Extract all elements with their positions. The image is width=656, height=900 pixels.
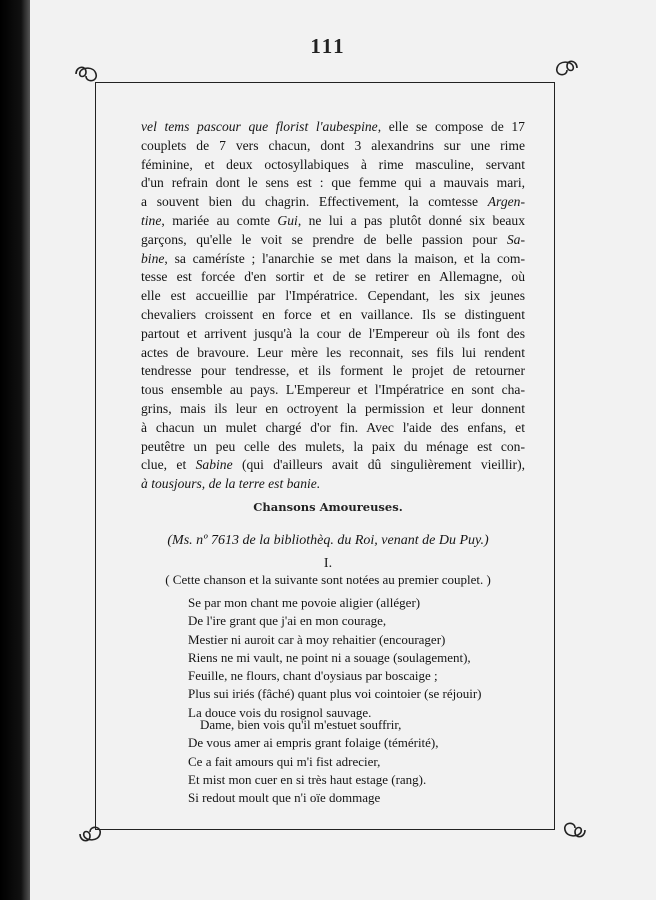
poem-stanza-1 <box>188 594 528 722</box>
text-line: peutêtre un peu celle des mulets, la paix du ménage est con- <box>141 438 525 454</box>
verse-line: Si redout moult que n'i oïe dommage <box>188 790 381 806</box>
text-line: tous ensemble au pays. L'Empereur et l'Impératrice en sont cha- <box>141 382 525 398</box>
verse-line: Se par mon chant me povoie aligier (alléger) <box>188 595 421 610</box>
verse-line: Dame, bien vois qu'il m'estuet souffrir, <box>200 717 402 732</box>
verse-line: Riens ne mi vault, ne point ni a souage (soulagement), <box>188 649 471 665</box>
text-line: couplets de 7 vers chacun, dont 3 alexandrins sur une rime <box>141 137 525 153</box>
corner-ornament-icon <box>561 818 589 842</box>
corner-ornament-icon <box>553 56 581 80</box>
text-line: chevaliers croissent en force et en vaillance. Ils se distinguent <box>141 306 525 322</box>
text-line: d'un refrain dont le sens est : que femme qui a mauvais mari, <box>141 175 525 191</box>
verse-line: La douce vois du rosignol sauvage. <box>188 704 372 720</box>
text-line: actes de bravoure. Leur mère les reconnait, ses fils lui rendent <box>141 344 525 360</box>
verse-line: Mestier ni auroit car à moy rehaitier (encourager) <box>188 631 446 647</box>
manuscript-source-line: (Ms. nº 7613 de la bibliothèq. du Roi, venant de Du Puy.) <box>167 533 489 548</box>
corner-ornament-icon <box>76 822 104 846</box>
text-line: tesse est forcée d'en sortir et de se retirer en Allemagne, où <box>141 269 525 285</box>
text-line: partout et arrivent jusqu'à la cour de l'Empereur où ils font des <box>141 325 525 341</box>
book-spine-shadow <box>0 0 30 900</box>
text-line: tendresse pour tendresse, et ils forment le projet de retourner <box>141 363 525 379</box>
text-line: a souvent bien du chagrin. Effectivement, la comtesse Argen- <box>141 194 525 210</box>
text-line: garçons, qu'elle le voit se prendre de belle passion pour Sa- <box>141 231 525 247</box>
verse-line: Ce a fait amours qui m'i fist adrecier, <box>188 753 381 769</box>
poem-stanza-2 <box>188 716 528 807</box>
text-line: tine, mariée au comte Gui, ne lui a pas plutôt donné six beaux <box>141 212 526 228</box>
corner-ornament-icon <box>72 62 100 86</box>
page-number: 111 <box>310 34 346 58</box>
text-line: grins, mais ils leur en octroyent la permission et leur donnent <box>141 400 525 416</box>
verse-line: Feuille, ne flours, chant d'oysiaus par boscaige ; <box>188 668 438 684</box>
verse-line: De vous amer ai empris grant folaige (témérité), <box>188 735 439 751</box>
text-line: à tousjours, de la terre est banie. <box>141 476 321 492</box>
text-line: bine, sa caméríste ; l'anarchie se met dans la maison, et la com- <box>141 250 525 266</box>
text-line: vel tems pascour que florist l'aubespine, elle se compose de 17 <box>141 119 525 134</box>
verse-line: De l'ire grant que j'ai en mon courage, <box>188 613 387 629</box>
text-line: elle est accueillie par l'Impératrice. Cependant, les six jeunes <box>141 288 525 304</box>
verse-line: Plus sui iriés (fâché) quant plus voi cointoier (se réjouir) <box>188 686 482 702</box>
poem-number: I. <box>323 556 333 571</box>
text-line: à chacun un mulet chargé d'or fin. Avec l'aide des enfans, et <box>141 419 525 435</box>
section-heading: Chansons Amoureuses. <box>253 500 403 514</box>
text-line: clue, et Sabine (qui d'ailleurs avait dû singulièrement vieillir), <box>141 457 525 473</box>
music-note-line: ( Cette chanson et la suivante sont notées au premier couplet. ) <box>165 572 491 587</box>
verse-line: Et mist mon cuer en si très haut estage (rang). <box>188 771 427 787</box>
text-line: féminine, et deux octosyllabiques à rime masculine, servant <box>141 156 525 172</box>
body-paragraph <box>141 118 525 494</box>
